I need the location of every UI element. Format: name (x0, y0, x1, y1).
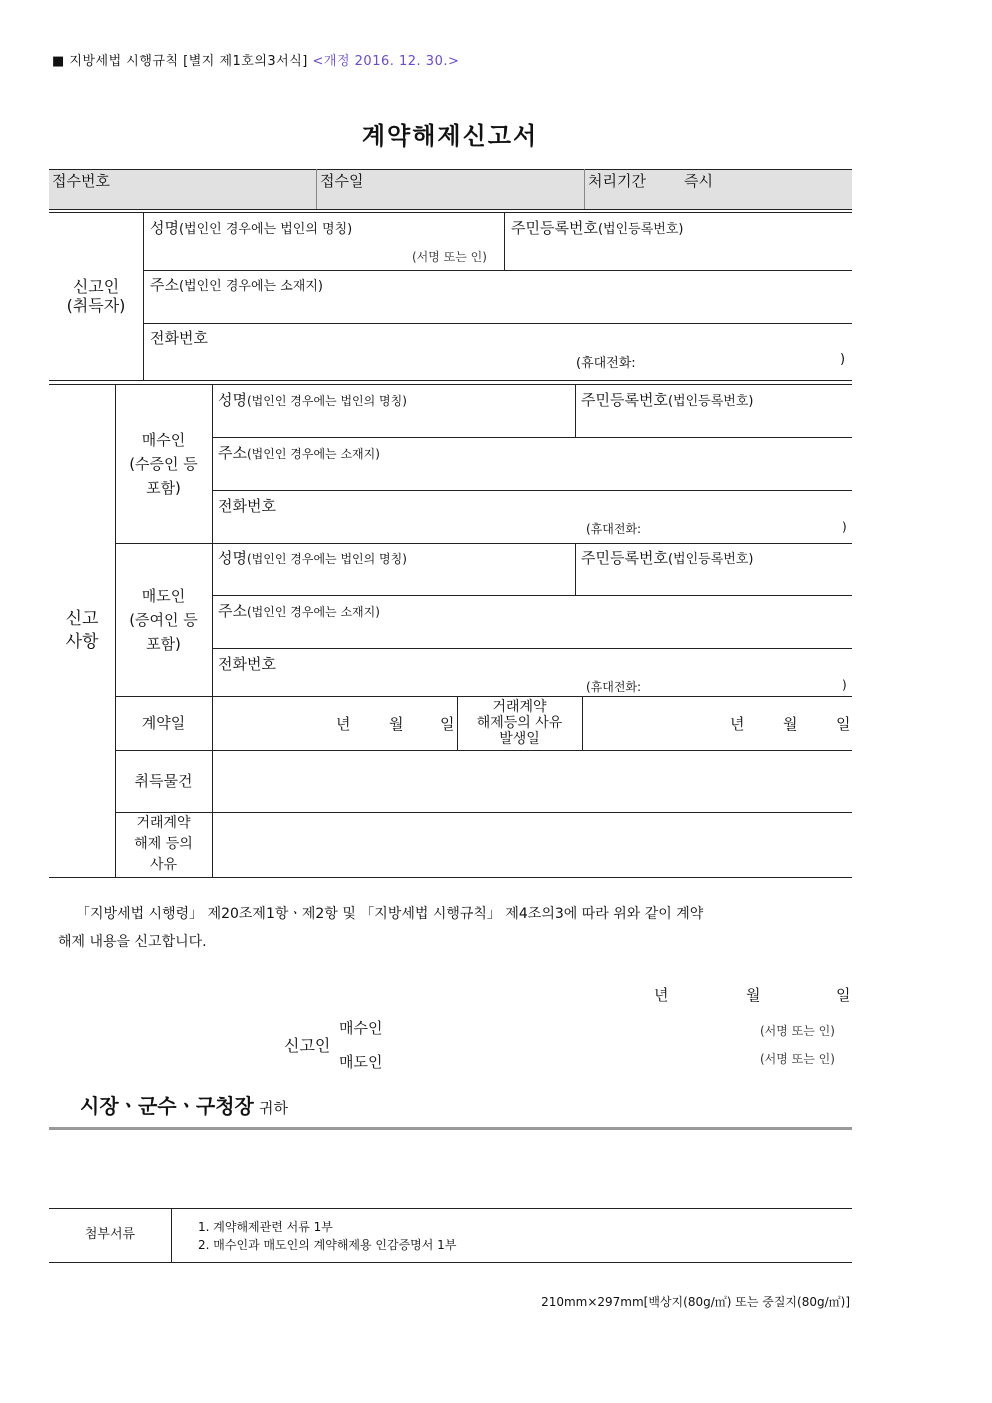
processing-period-value: 즉시 (684, 172, 713, 190)
addressee-suffix: 귀하 (258, 1099, 288, 1117)
declaration-day: 일 (836, 986, 851, 1004)
contract-date-day: 일 (440, 715, 455, 733)
declaration-month: 월 (746, 986, 761, 1004)
processing-period-label: 처리기간 (588, 172, 646, 190)
contract-date-label: 계약일 (141, 713, 186, 732)
contract-date-year: 년 (336, 715, 351, 733)
reporter-mobile-label: (휴대전화: (576, 356, 636, 371)
seller-sign-hint: (서명 또는 인) (760, 1052, 835, 1066)
seller-mobile-label: (휴대전화: (586, 680, 642, 694)
buyer-address-label: 주소(법인인 경우에는 소재지) (218, 444, 380, 462)
paper-spec-footer: 210mm×297mm[백상지(80g/㎡) 또는 중질지(80g/㎡)] (541, 1295, 850, 1309)
reason-label: 거래계약 해제 등의 사유 (134, 815, 193, 873)
property-label: 취득물건 (134, 771, 193, 790)
receipt-number-label: 접수번호 (52, 172, 110, 190)
seller-phone-label: 전화번호 (218, 655, 276, 673)
reporter-address-label: 주소(법인인 경우에는 소재지) (150, 276, 323, 294)
seller-name-label: 성명(법인인 경우에는 법인의 명칭) (218, 549, 407, 567)
attachment-item-1: 1. 계약해제관련 서류 1부 (198, 1220, 333, 1234)
attachments-label: 첨부서류 (84, 1227, 136, 1243)
declaration-reporter-label: 신고인 (284, 1036, 331, 1055)
buyer-label: 매수인 (수증인 등 포함) (129, 430, 198, 497)
declaration-buyer-label: 매수인 (339, 1019, 383, 1037)
buyer-name-label: 성명(법인인 경우에는 법인의 명칭) (218, 391, 407, 409)
seller-mobile-close: ) (842, 678, 847, 692)
declaration-line-2: 해제 내용을 신고합니다. (58, 934, 207, 950)
items-section-label: 신고 사항 (65, 609, 99, 652)
contract-date-month: 월 (389, 715, 404, 733)
buyer-phone-label: 전화번호 (218, 497, 276, 515)
cancel-date-label: 거래계약 해제등의 사유 발생일 (476, 698, 563, 748)
declaration-seller-label: 매도인 (339, 1053, 383, 1071)
receipt-row (49, 169, 852, 209)
buyer-mobile-label: (휴대전화: (586, 522, 642, 536)
reporter-phone-label: 전화번호 (150, 329, 208, 347)
revision-text: <개정 2016. 12. 30.> (312, 54, 460, 69)
cancel-date-day: 일 (836, 715, 851, 733)
cancel-date-month: 월 (783, 715, 798, 733)
reporter-sign-hint: (서명 또는 인) (412, 250, 487, 264)
page-title: 계약해제신고서 (361, 122, 539, 150)
seller-address-label: 주소(법인인 경우에는 소재지) (218, 602, 380, 620)
addressee (80, 1090, 288, 1119)
reporter-name-label: 성명(법인인 경우에는 법인의 명칭) (150, 219, 353, 237)
receipt-date-label: 접수일 (320, 172, 364, 190)
addressee-name: 시장ㆍ군수ㆍ구청장 (80, 1094, 254, 1118)
declaration-year: 년 (654, 986, 669, 1004)
form-ref-text: ■ 지방세법 시행규칙 [별지 제1호의3서식] (52, 54, 308, 69)
reporter-id-label: 주민등록번호(법인등록번호) (511, 219, 684, 237)
form-reference (52, 50, 459, 69)
attachment-item-2: 2. 매수인과 매도인의 계약해제용 인감증명서 1부 (198, 1238, 457, 1252)
buyer-mobile-close: ) (842, 520, 847, 534)
declaration-line-1: 「지방세법 시행령」 제20조제1항ㆍ제2항 및 「지방세법 시행규칙」 제4조의3에 따라 위와 같이 계약 (76, 906, 704, 922)
seller-label: 매도인 (증여인 등 포함) (129, 586, 198, 653)
reporter-mobile-close: ) (840, 352, 846, 367)
seller-id-label: 주민등록번호(법인등록번호) (581, 549, 754, 567)
buyer-id-label: 주민등록번호(법인등록번호) (581, 391, 754, 409)
reporter-section-label: 신고인 (취득자) (66, 276, 126, 315)
buyer-sign-hint: (서명 또는 인) (760, 1024, 835, 1038)
cancel-date-year: 년 (730, 715, 745, 733)
